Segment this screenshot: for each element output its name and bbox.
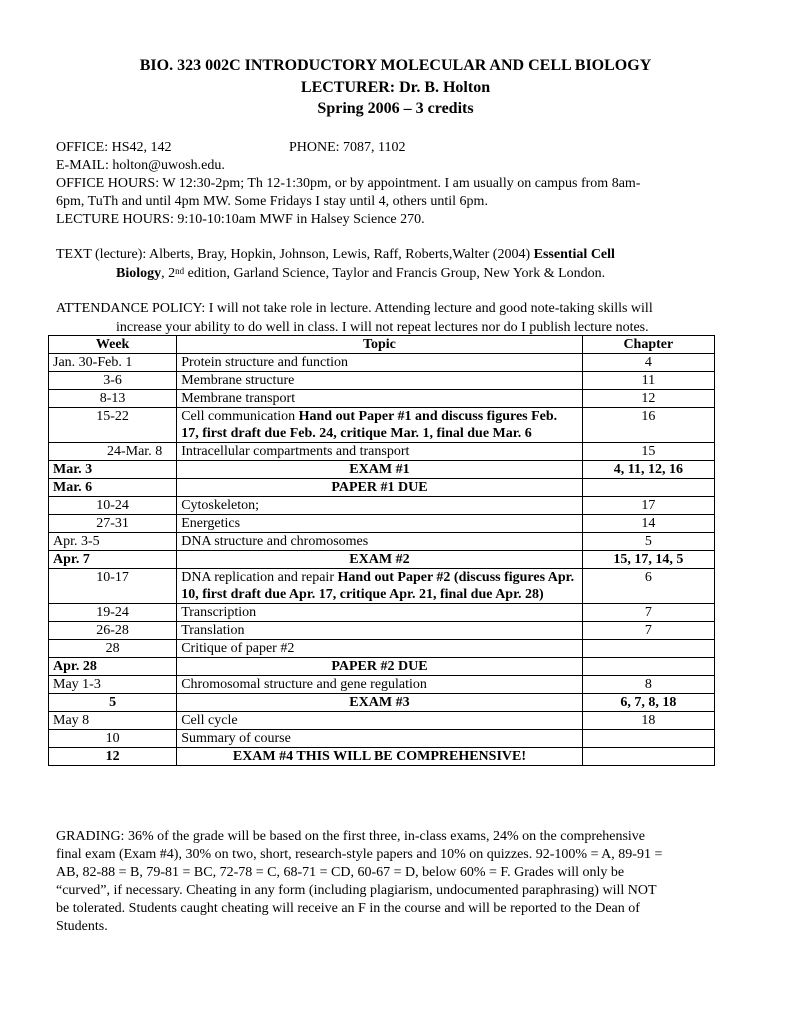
table-row [49,569,715,604]
topic-cell [177,461,582,479]
edition-suffix: nd [175,266,185,276]
chapter-cell: 6, 7, 8, 18 [582,694,714,712]
office-hours-line-1: OFFICE HOURS: W 12:30-2pm; Th 12-1:30pm, or by appointment. I am usually on campus from 8am- [56,176,641,191]
table-row [49,390,715,408]
grading-line-6: Students. [56,919,108,934]
grading-line-5: be tolerated. Students caught cheating will receive an F in the course and will be reported to the Dean of [56,901,640,916]
office-line [56,139,736,157]
topic-cell [177,354,582,372]
grading-line-4: “curved”, if necessary. Cheating in any form (including plagiarism, undocumented paraphrasing) will NOT [56,883,657,898]
topic-bold-text: Hand out Paper #1 and discuss figures Feb. 17, first draft due Feb. 24, critique Mar. 1, final due Mar. 6 [181,409,558,441]
topic-bold-text: EXAM #4 THIS WILL BE COMPREHENSIVE! [232,749,527,764]
table-row [49,551,715,569]
table-row [49,372,715,390]
table-row [49,533,715,551]
topic-bold-text: EXAM #2 [349,552,410,567]
textbook-title-part-1: Essential Cell [533,247,615,262]
topic-cell [177,390,582,408]
topic-cell [177,640,582,658]
lecturer-heading: LECTURER: Dr. B. Holton [300,79,491,96]
chapter-header: Chapter [582,336,714,354]
chapter-cell: 5 [582,533,714,551]
textbook-authors: TEXT (lecture): Alberts, Bray, Hopkin, Johnson, Lewis, Raff, Roberts,Walter (2004) [56,247,534,262]
topic-cell [177,533,582,551]
course-title: BIO. 323 002C INTRODUCTORY MOLECULAR AND CELL BIOLOGY [139,57,652,74]
chapter-cell: 15, 17, 14, 5 [582,551,714,569]
week-cell: 27-31 [49,515,177,533]
table-row [49,515,715,533]
chapter-cell: 4, 11, 12, 16 [582,461,714,479]
table-row [49,461,715,479]
table-row [49,408,715,443]
topic-cell [177,622,582,640]
topic-cell [177,730,582,748]
chapter-cell [582,640,714,658]
email-text: E-MAIL: holton@uwosh.edu. [56,158,225,173]
textbook-line-2 [56,264,736,283]
chapter-cell: 16 [582,408,714,443]
topic-cell [177,748,582,766]
week-cell: 12 [49,748,177,766]
table-row [49,622,715,640]
week-header: Week [49,336,177,354]
grading-line-2: final exam (Exam #4), 30% on two, short, research-style papers and 10% on quizzes. 92-100% = A, 89-91 = [56,847,663,862]
chapter-cell [582,730,714,748]
phone-text: PHONE: 7087, 1102 [289,140,406,155]
table-row [49,640,715,658]
topic-bold-text: Hand out Paper #2 (discuss figures Apr. 10, first draft due Apr. 17, critique Apr. 21, final due Apr. 28) [181,570,575,602]
week-cell: 10 [49,730,177,748]
topic-text: Intracellular compartments and transport [181,444,410,459]
week-cell: May 8 [49,712,177,730]
topic-bold-text: EXAM #1 [349,462,410,477]
table-row [49,712,715,730]
topic-bold-text: EXAM #3 [349,695,410,710]
edition-number: , 2 [161,266,176,281]
week-cell: Mar. 3 [49,461,177,479]
chapter-cell: 17 [582,497,714,515]
topic-text: Cytoskeleton; [181,498,259,513]
chapter-cell [582,748,714,766]
topic-cell [177,497,582,515]
contact-info [56,139,736,229]
table-row [49,694,715,712]
chapter-cell: 18 [582,712,714,730]
topic-text: DNA structure and chromosomes [181,534,369,549]
chapter-cell: 6 [582,569,714,604]
week-cell: 8-13 [49,390,177,408]
schedule-table [48,335,715,766]
week-cell: Apr. 28 [49,658,177,676]
textbook-info [56,245,736,283]
attendance-line-1: ATTENDANCE POLICY: I will not take role in lecture. Attending lecture and good note-taking skills will [56,301,653,316]
topic-text: DNA replication and repair [181,570,338,585]
chapter-cell: 8 [582,676,714,694]
topic-text: Membrane structure [181,373,295,388]
week-cell: Mar. 6 [49,479,177,497]
week-cell: 19-24 [49,604,177,622]
topic-cell [177,658,582,676]
table-header-row [49,336,715,354]
topic-cell [177,712,582,730]
topic-header: Topic [177,336,582,354]
schedule-body [49,354,715,766]
textbook-title-part-2: Biology [116,266,162,281]
table-row [49,604,715,622]
chapter-cell: 11 [582,372,714,390]
publisher-text: edition, Garland Science, Taylor and Francis Group, New York & London. [184,266,606,281]
topic-text: Transcription [181,605,257,620]
topic-text: Summary of course [181,731,291,746]
table-row [49,748,715,766]
topic-text: Cell cycle [181,713,238,728]
week-cell: Apr. 7 [49,551,177,569]
topic-cell [177,515,582,533]
chapter-cell: 15 [582,443,714,461]
chapter-cell: 7 [582,604,714,622]
office-text: OFFICE: HS42, 142 [56,140,172,155]
chapter-cell [582,479,714,497]
topic-bold-text: PAPER #2 DUE [331,659,428,674]
chapter-cell: 12 [582,390,714,408]
textbook-line-1 [56,245,736,264]
grading-policy [56,828,736,936]
table-row [49,443,715,461]
table-row [49,354,715,372]
topic-text: Protein structure and function [181,355,348,370]
chapter-cell: 7 [582,622,714,640]
week-cell: 15-22 [49,408,177,443]
term-heading: Spring 2006 – 3 credits [317,100,474,117]
week-cell: 24-Mar. 8 [49,443,177,461]
week-cell: Apr. 3-5 [49,533,177,551]
topic-cell [177,408,582,443]
topic-cell [177,551,582,569]
table-row [49,497,715,515]
table-row [49,730,715,748]
topic-text: Membrane transport [181,391,296,406]
topic-text: Critique of paper #2 [181,641,295,656]
topic-cell [177,372,582,390]
week-cell: 28 [49,640,177,658]
topic-cell [177,694,582,712]
topic-bold-text: PAPER #1 DUE [331,480,428,495]
week-cell: Jan. 30-Feb. 1 [49,354,177,372]
topic-text: Translation [181,623,245,638]
week-cell: 10-17 [49,569,177,604]
chapter-cell: 14 [582,515,714,533]
chapter-cell [582,658,714,676]
topic-cell [177,569,582,604]
grading-line-3: AB, 82-88 = B, 79-81 = BC, 72-78 = C, 68-71 = CD, 60-67 = D, below 60% = F. Grades will only be [56,865,625,880]
office-hours-line-2: 6pm, TuTh and until 4pm MW. Some Fridays I stay until 4, others until 6pm. [56,194,488,209]
attendance-line-2: increase your ability to do well in class. I will not repeat lectures nor do I publish lecture notes. [116,320,649,335]
chapter-cell: 4 [582,354,714,372]
week-cell: May 1-3 [49,676,177,694]
table-row [49,658,715,676]
topic-cell [177,604,582,622]
table-row [49,479,715,497]
week-cell: 26-28 [49,622,177,640]
table-row [49,676,715,694]
week-cell: 5 [49,694,177,712]
week-cell: 3-6 [49,372,177,390]
lecture-hours-text: LECTURE HOURS: 9:10-10:10am MWF in Halsey Science 270. [56,212,425,227]
topic-cell [177,479,582,497]
topic-text: Chromosomal structure and gene regulation [181,677,427,692]
topic-cell [177,443,582,461]
topic-text: Cell communication [181,409,299,424]
attendance-policy [56,299,736,337]
topic-cell [177,676,582,694]
grading-line-1: GRADING: 36% of the grade will be based on the first three, in-class exams, 24% on the comprehensive [56,829,646,844]
topic-text: Energetics [181,516,241,531]
week-cell: 10-24 [49,497,177,515]
